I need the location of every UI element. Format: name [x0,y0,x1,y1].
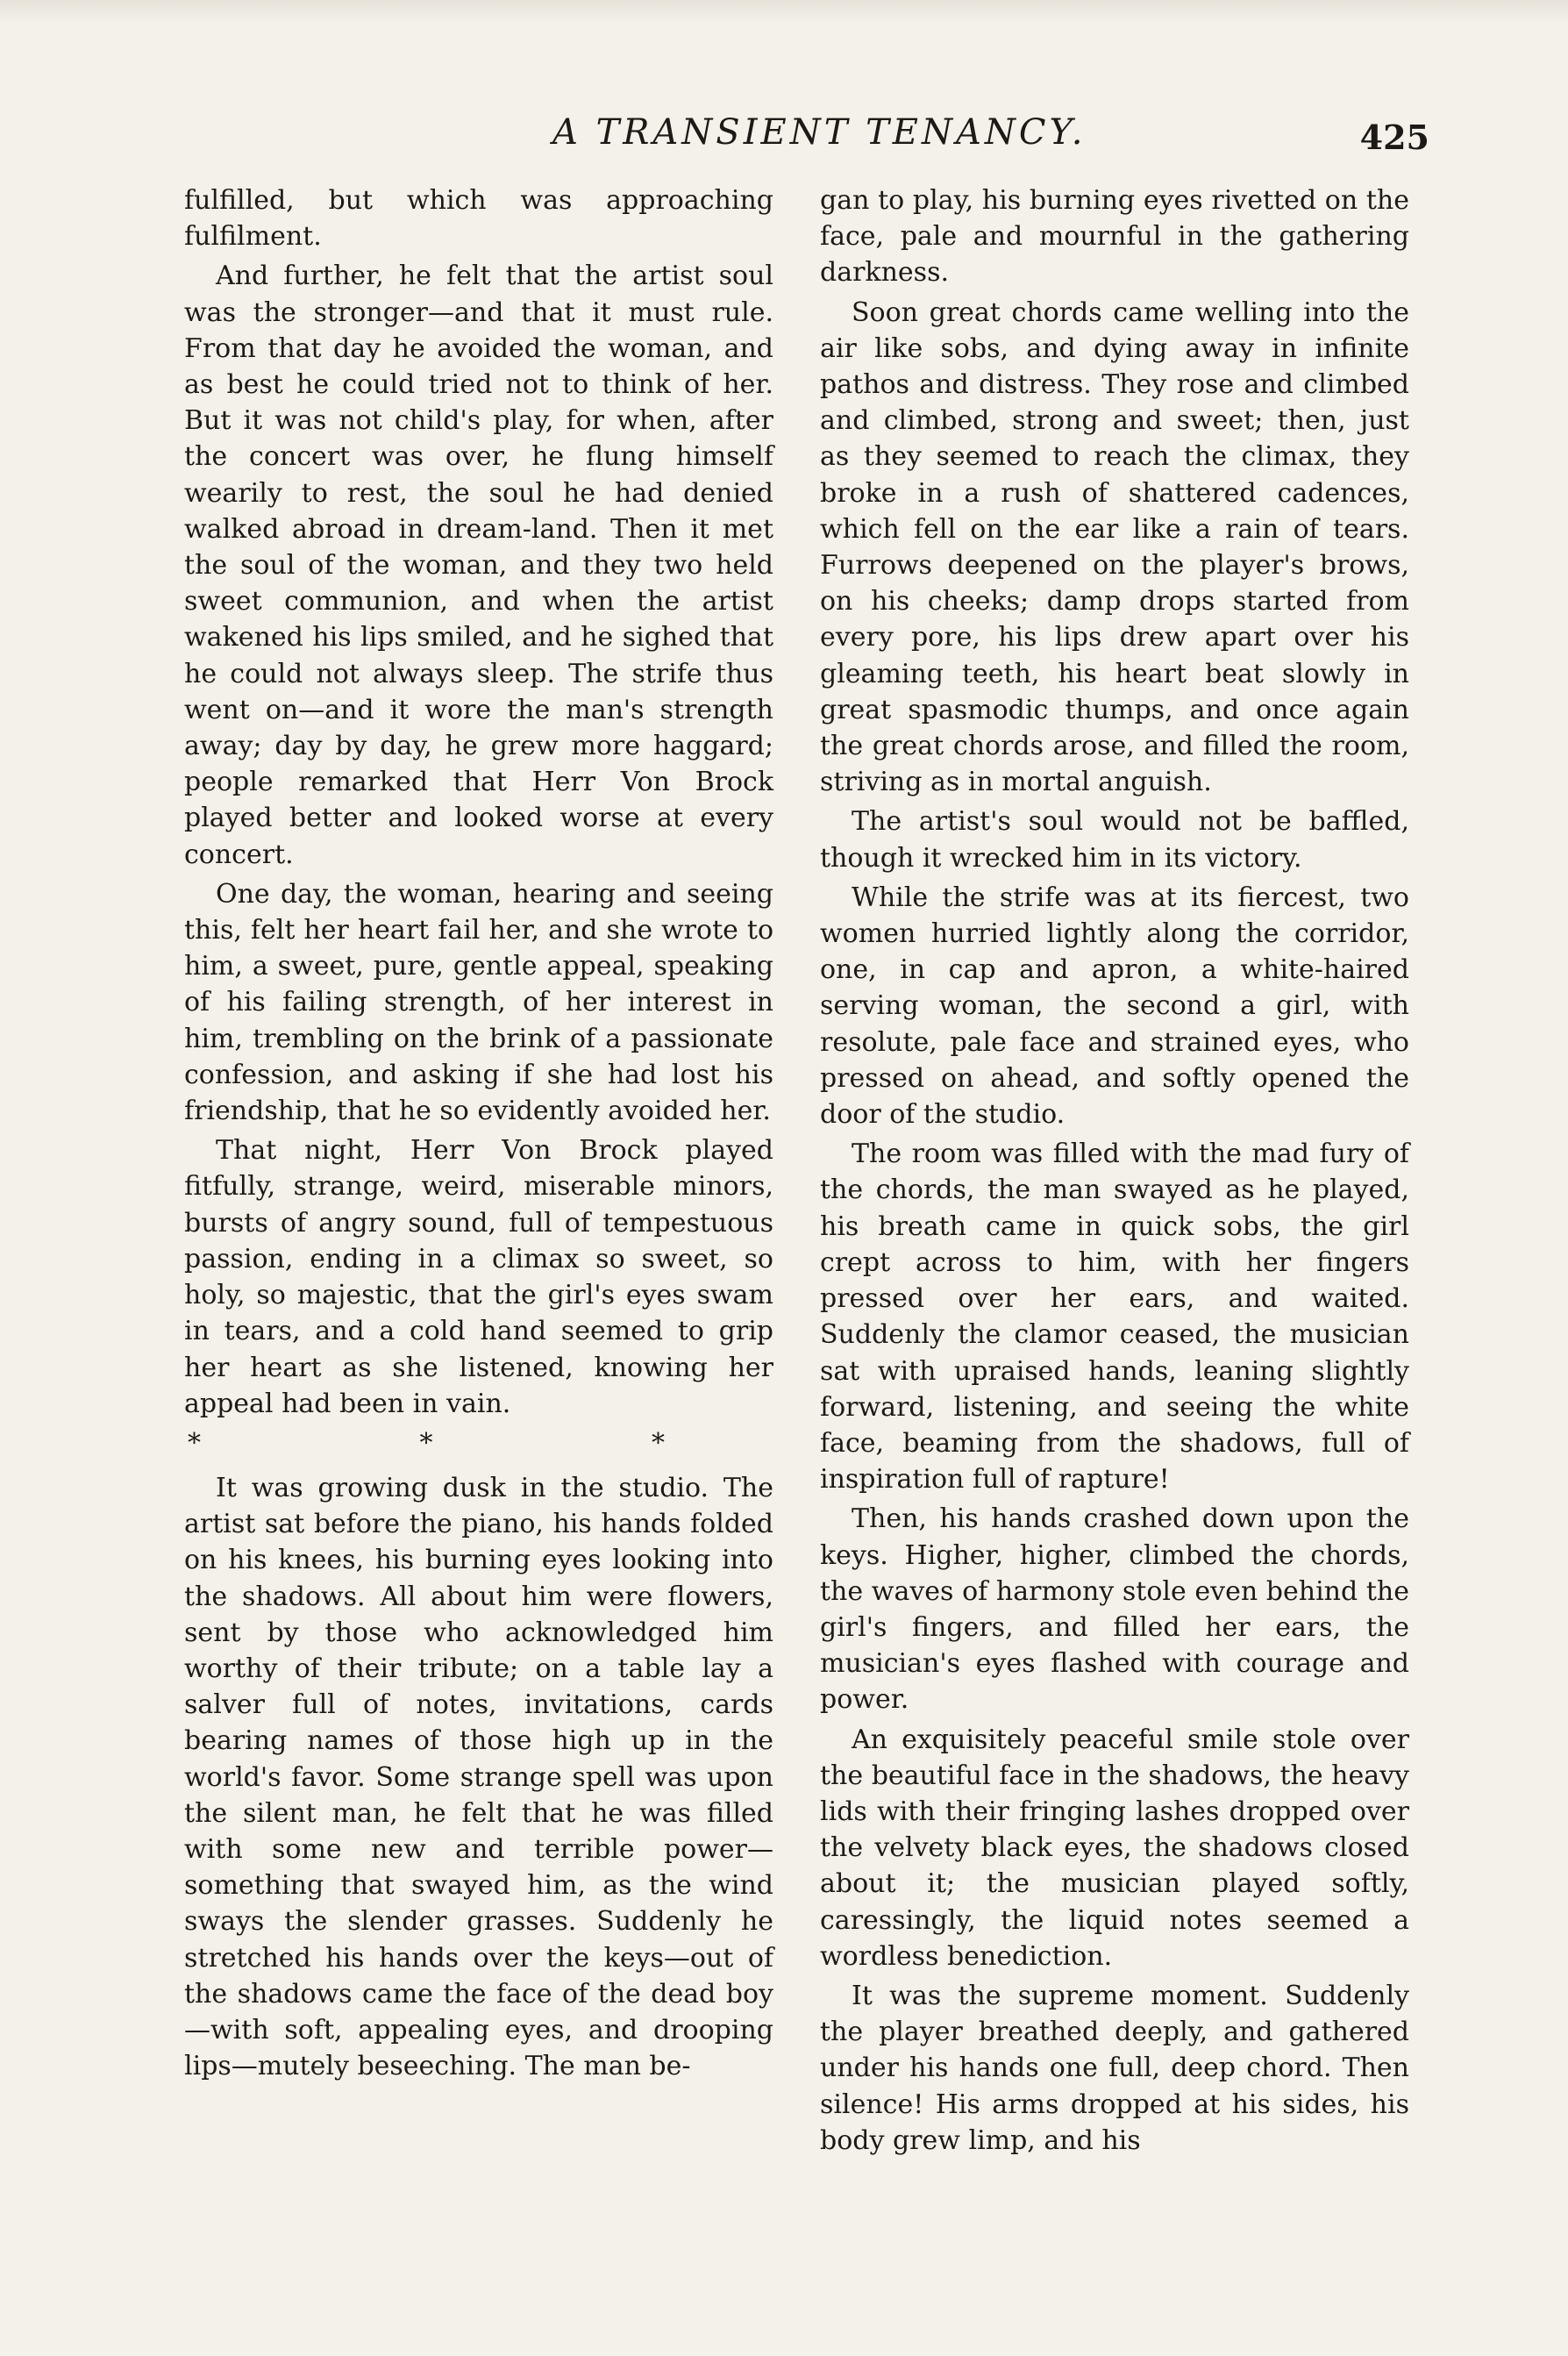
paragraph: While the strife was at its fiercest, two women hurried lightly along the corridor, one, in cap and apron, a white-haired serving woman, the second a girl, with resolute, pale face and strained eyes, who pressed on ahead, and softly opened the door of the studio. [820,882,1409,1131]
paragraph: gan to play, his burning eyes rivetted on the face, pale and mournful in the gathering darkness. [820,185,1409,289]
paragraph: The artist's soul would not be baffled, though it wrecked him in its victory. [820,806,1409,874]
page-number: 425 [1359,118,1429,157]
paragraph: That night, Herr Von Brock played fitfully, strange, weird, miserable minors, bursts of angry sound, full of tempestuous passion, ending in a climax so sweet, so holy, so majestic, that the girl's eyes swam in tears, and a cold hand seemed to grip her heart as she listened, knowing her appeal had been in vain. [184,1135,773,1419]
paragraph: It was the supreme moment. Suddenly the player breathed deeply, and gathered under his hands one full, deep chord. Then silence! His arms dropped at his sides, his body grew limp, and his [820,1980,1409,2156]
left-column [184,182,773,2084]
paragraph: An exquisitely peaceful smile stole over the beautiful face in the shadows, the heavy lids with their fringing lashes dropped over the velvety black eyes, the shadows closed about it; the musician played softly, caressingly, the liquid notes seemed a wordless benediction. [820,1724,1409,1972]
running-title: A TRANSIENT TENANCY. [552,112,1087,153]
paragraph: One day, the woman, hearing and seeing this, felt her heart fail her, and she wrote to him, a sweet, pure, gentle appeal, speaking of his failing strength, of her interest in him, trembling on the brink of a passionate confession, and asking if she had lost his friendship, that he so evidently avoided her. [184,878,773,1127]
paragraph: Then, his hands crashed down upon the keys. Higher, higher, climbed the chords, the waves of harmony stole even behind the girl's fingers, and filled her ears, the musician's eyes flashed with courage and power. [820,1503,1409,1716]
running-head [184,112,1429,165]
right-column [820,182,1409,2159]
section-break: * * * [187,1427,771,1459]
paragraph: It was growing dusk in the studio. The artist sat before the piano, his hands folded on his knees, his burning eyes looking into the shadows. All about him were flowers, sent by those who acknowledged him worthy of their tribute; on a table lay a salver full of notes, invitations, cards bearing names of those high up in the world's favor. Some strange spell was upon the silent man, he felt that he was filled with some new and terrible power—something that swayed him, as the wind sways the slender grasses. Suddenly he stretched his hands over the keys—out of the shadows came the face of the dead boy—with soft, appealing eyes, and drooping lips—mutely beseeching. The man be- [184,1472,773,2082]
paragraph: fulfilled, but which was approaching fulfilment. [184,185,773,253]
paragraph: The room was filled with the mad fury of the chords, the man swayed as he played, his breath came in quick sobs, the girl crept across to him, with her fingers pressed over her ears, and waited. Suddenly the clamor ceased, the musician sat with upraised hands, leaning slightly forward, listening, and seeing the white face, beaming from the shadows, full of inspiration full of rapture! [820,1139,1409,1496]
page-top-edge [0,0,1568,23]
paragraph: Soon great chords came welling into the air like sobs, and dying away in infinite pathos and distress. They rose and climbed and climbed, strong and sweet; then, just as they seemed to reach the climax, they broke in a rush of shattered cadences, which fell on the ear like a rain of tears. Furrows deepened on the player's brows, on his cheeks; damp drops started from every pore, his lips drew apart over his gleaming teeth, his heart beat slowly in great spasmodic thumps, and once again the great chords arose, and filled the room, striving as in mortal anguish. [820,296,1409,798]
paragraph: And further, he felt that the artist soul was the stronger—and that it must rule. From that day he avoided the woman, and as best he could tried not to think of her. But it was not child's play, for when, after the concert was over, he flung himself wearily to rest, the soul he had denied walked abroad in dream-land. Then it met the soul of the woman, and they two held sweet communion, and when the artist wakened his lips smiled, and he sighed that he could not always sleep. The strife thus went on—and it wore the man's strength away; day by day, he grew more haggard; people remarked that Herr Von Brock played better and looked worse at every concert. [184,261,773,870]
